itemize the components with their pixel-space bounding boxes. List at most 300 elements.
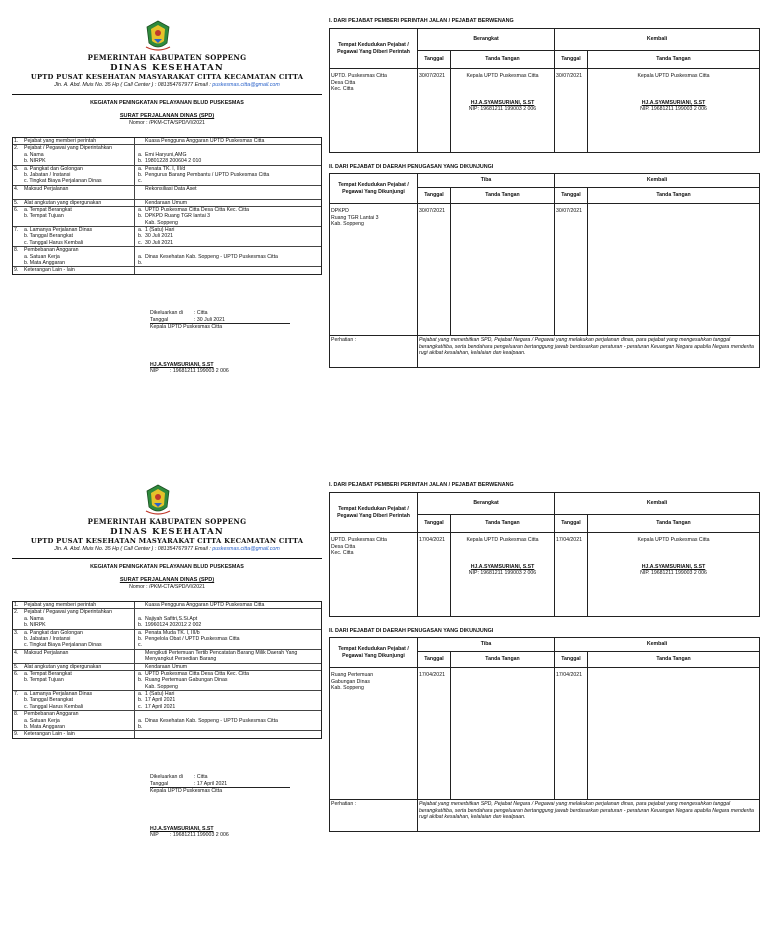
issued-at-label: Dikeluarkan di: [150, 774, 183, 780]
tempat-pemberi-cell: [330, 533, 418, 617]
row-letter-line: c.: [138, 703, 143, 710]
kembali-signature: [588, 69, 760, 153]
letterhead: [12, 54, 322, 88]
row-value: [143, 602, 321, 608]
row-label-line: a. Pangkat dan Golongan: [24, 629, 83, 636]
berangkat-date: 17/04/2021: [418, 533, 451, 617]
tempat-line: Desa Citta: [331, 543, 356, 550]
row-label-line: [24, 220, 134, 226]
col-tanda-tangan: Tanda Tangan: [588, 652, 760, 668]
tempat-line: Kab. Soppeng: [331, 221, 364, 227]
row-label: [21, 664, 135, 670]
signer-name: HJ.A.SYAMSURIANI, S.ST: [470, 99, 535, 106]
row-letter: [135, 166, 143, 185]
row-label-line: Alat angkutan yang dipergunakan: [24, 199, 102, 206]
row-letter-line: c.: [138, 239, 143, 246]
col-tanggal: Tanggal: [555, 652, 588, 668]
departure-table: [329, 28, 760, 153]
row-number: 2.: [14, 145, 19, 152]
row-label-line: b. Mata Anggaran: [24, 260, 65, 267]
row-label-line: Pejabat / Pegawai yang Diperintahkan: [24, 145, 112, 152]
row-letter: [135, 186, 143, 199]
row-value-line: 30 Juli 2021: [145, 233, 173, 240]
row-number: 4.: [14, 649, 19, 656]
row-letter: [135, 650, 143, 663]
col-tanggal: Tanggal: [555, 515, 588, 533]
issue-date-value: : 30 Juli 2021: [194, 316, 225, 323]
row-value-line: 1 (Satu) Hari: [145, 691, 175, 698]
row-letter-line: b.: [138, 677, 143, 684]
tempat-line: Ruang TGR Lantai 3: [331, 214, 379, 221]
row-letter-line: b.: [138, 724, 143, 731]
row-letter-line: b.: [138, 260, 143, 267]
row-label-line: Pembebanan Anggaran: [24, 247, 79, 254]
row-letter-line: a.: [138, 717, 143, 724]
row-label-line: a. Nama: [24, 615, 44, 622]
col-kembali: Kembali: [555, 29, 760, 51]
issuer-title: Kepala UPTD Puskesmas Citta: [150, 787, 290, 794]
col-tanda-tangan: Tanda Tangan: [451, 51, 555, 69]
signatory-nip-value: : 19681211 199003 2 006: [170, 368, 229, 375]
signatory: [150, 362, 320, 375]
issue-date-label: Tanggal: [150, 780, 169, 787]
row-label-line: [24, 684, 134, 690]
row-label-line: c. Tanggal Harus Kembali: [24, 239, 84, 246]
row-label: [21, 602, 135, 608]
spd-number: Nomor : /PKM-CTA/SPD/VI/2021: [129, 584, 205, 590]
table-row: [13, 185, 321, 199]
row-letter: [135, 711, 143, 730]
row-label: [21, 166, 135, 185]
row-label-line: b. Tempat Tujuan: [24, 213, 64, 220]
row-value-line: Menyangkut Persedian Barang: [145, 656, 217, 663]
row-letter-line: a.: [138, 253, 143, 260]
table-row: [13, 226, 321, 246]
row-value: [143, 145, 321, 164]
row-label-line: a. Lamanya Perjalanan Dinas: [24, 227, 93, 234]
row-value-line: Kab. Soppeng: [145, 219, 178, 226]
row-label-line: b. Tanggal Berangkat: [24, 233, 73, 240]
row-label-line: a. Tempat Berangkat: [24, 670, 72, 677]
email-link[interactable]: puskesmas.citta@gmail.com: [212, 81, 280, 88]
signer-name: HJ.A.SYAMSURIANI, S.ST: [641, 563, 706, 570]
letterhead-divider: [12, 94, 322, 95]
row-value-line: Penata TK. I, III/d: [145, 165, 186, 172]
row-value: [143, 711, 321, 730]
letterhead-address: [12, 546, 322, 553]
row-value: [143, 664, 321, 670]
tempat-line: Kab. Soppeng: [331, 685, 364, 691]
spd-title: SURAT PERJALANAN DINAS (SPD): [119, 577, 215, 583]
table-row: [13, 629, 321, 649]
row-letter: [135, 602, 143, 608]
soppeng-emblem-icon: [143, 19, 173, 53]
col-berangkat: Berangkat: [418, 493, 555, 515]
row-label-line: a. Lamanya Perjalanan Dinas: [24, 691, 93, 698]
row-value-line: Mengikuti Pertemuan Tertib Pencatatan Barang Milik Daerah Yang: [145, 649, 298, 656]
col-berangkat: Berangkat: [418, 29, 555, 51]
row-label: [21, 200, 135, 206]
spd-detail-table: [12, 137, 322, 275]
spd-number: Nomor : /PKM-CTA/SPD/VI/2021: [129, 120, 205, 126]
kembali-signature: [588, 204, 760, 336]
row-number: 9.: [14, 267, 19, 274]
tiba-date: 30/07/2021: [418, 204, 451, 336]
row-letter: [135, 664, 143, 670]
row-letter-line: b.: [138, 213, 143, 220]
row-label: [21, 247, 135, 266]
row-value-line: 17 April 2021: [145, 697, 176, 704]
row-letter: [135, 609, 143, 628]
row-value: [143, 650, 321, 663]
table-row: [13, 730, 321, 737]
tempat-line: Kec. Citta: [331, 550, 354, 556]
letterhead-line1: PEMERINTAH KABUPATEN SOPPENG: [87, 53, 247, 62]
row-letter-line: a.: [138, 615, 143, 622]
tempat-line: UPTD. Puskesmas Citta: [331, 537, 387, 543]
kegiatan-title: KEGIATAN PENINGKATAN PELAYANAN BLUD PUSKESMAS: [90, 564, 244, 570]
row-number: 1.: [14, 138, 19, 144]
row-letter: [135, 267, 143, 273]
row-label-line: [24, 192, 134, 198]
row-value-line: Pengelola Obat / UPTD Puskesmas Citta: [145, 635, 240, 642]
row-label: [21, 267, 135, 273]
row-value-line: UPTD Puskesmas Citta Desa Citta Kec. Citta: [145, 670, 250, 677]
row-letter: [135, 671, 143, 690]
signatory-name: HJ.A.SYAMSURIANI, S.ST: [150, 362, 214, 368]
row-letter: [135, 247, 143, 266]
row-value-line: Penata Muda TK. I, III/b: [145, 629, 200, 636]
col-tanda-tangan: Tanda Tangan: [451, 188, 555, 204]
row-label: [21, 630, 135, 649]
signatory-nip-label: NIP: [150, 368, 159, 375]
row-label-line: a. Nama: [24, 151, 44, 158]
row-value-line: Rekonsiliasi Data Aset: [145, 185, 197, 192]
row-label-line: b. Tanggal Berangkat: [24, 697, 73, 704]
perhatian-label: Perhatian :: [330, 800, 418, 832]
letterhead-line3: UPTD PUSAT KESEHATAN MASYARAKAT CITTA KECAMATAN CITTA: [30, 537, 304, 546]
signer-name: HJ.A.SYAMSURIANI, S.ST: [641, 99, 706, 106]
signer-nip: NIP: 19681211 199003 2 006: [468, 570, 537, 576]
perhatian-text: Pejabat yang menerbitkan SPD, Pejabat Negara / Pegawai yang melakukan perjalanan dinas, para pejabat yang mengesahkan tanggal berangkat/tiba, serta bendahara pengeluaran bertanggung jawab berdasarkan peraturan - peraturan Keuangan Negara apabila Negara menderita rugi akibat kesalahan, kelalaian dan kealpaan.: [418, 800, 760, 832]
table-row: [13, 165, 321, 185]
col-kembali: Kembali: [555, 638, 760, 652]
tempat-line: UPTD. Puskesmas Citta: [331, 73, 387, 79]
kembali-date: 17/04/2021: [555, 668, 588, 800]
row-label-line: Keterangan Lain - lain: [24, 267, 75, 274]
signer-nip: NIP. 19681211 199003 2 006: [640, 570, 707, 576]
row-number: 8.: [14, 247, 19, 254]
row-label-line: Pejabat / Pegawai yang Diperintahkan: [24, 609, 112, 616]
letterhead-line2: DINAS KESEHATAN: [110, 62, 224, 73]
row-value-line: Ruang Pertemuan Gabungan Dinas: [145, 677, 228, 684]
arrival-table: [329, 173, 760, 368]
row-letter-line: a.: [138, 227, 143, 234]
row-value-line: Kendaraan Umum: [145, 199, 188, 206]
col-tanda-tangan: Tanda Tangan: [588, 515, 760, 533]
col-kembali: Kembali: [555, 174, 760, 188]
row-letter-line: a.: [138, 151, 143, 158]
signer-nip: NIP. 19681211 199003 2 006: [640, 106, 707, 112]
signer-name: HJ.A.SYAMSURIANI, S.ST: [470, 563, 535, 570]
spd-document: [0, 14, 768, 414]
row-letter: [135, 138, 143, 144]
row-letter: [135, 691, 143, 710]
row-number: 3.: [14, 629, 19, 636]
row-number: 6.: [14, 206, 19, 213]
row-value-line: 1 (Satu) Hari: [145, 227, 175, 234]
col-tanggal: Tanggal: [418, 51, 451, 69]
row-letter: [135, 731, 143, 737]
row-label-line: b. Mata Anggaran: [24, 724, 65, 731]
row-value-line: [145, 192, 321, 198]
row-label-line: Pejabat yang memberi perintah: [24, 602, 97, 608]
address-text: Jln. A. Abd. Muis No. 35 Hp ( Call Center ) : 081354767977 Email :: [54, 81, 213, 88]
kembali-date: 17/04/2021: [555, 533, 588, 617]
signatory: [150, 826, 320, 839]
table-row: [13, 670, 321, 690]
tempat-line: Ruang Pertemuan: [331, 672, 374, 678]
letterhead-line1: PEMERINTAH KABUPATEN SOPPENG: [87, 517, 247, 526]
row-value-line: Emi Haryuni,AMG: [145, 151, 187, 158]
table-row: [13, 602, 321, 608]
kegiatan-title: KEGIATAN PENINGKATAN PELAYANAN BLUD PUSKESMAS: [90, 100, 244, 106]
signer-title: Kepala UPTD Puskesmas Citta: [466, 537, 539, 543]
row-letter-line: b.: [138, 171, 143, 178]
row-label-line: Pejabat yang memberi perintah: [24, 138, 97, 144]
signatory-nip-value: : 19681211 199003 2 006: [170, 832, 229, 839]
col-tempat-dikunjungi: Tempat Kedudukan Pejabat / Pegawai Yang Dikunjungi: [330, 638, 418, 668]
issue-date-label: Tanggal: [150, 316, 169, 323]
row-number: 4.: [14, 185, 19, 192]
table-row: [13, 138, 321, 144]
row-number: 2.: [14, 609, 19, 616]
tempat-dikunjungi-cell: [330, 204, 418, 336]
issued-at-value: : Citta: [194, 310, 208, 316]
table-row: [13, 608, 321, 628]
row-number: 7.: [14, 691, 19, 698]
issued-at-value: : Citta: [194, 774, 208, 780]
row-value: [143, 227, 321, 246]
row-value-line: Najiyah Safitri,S.Si.Apt: [145, 615, 198, 622]
section-1-title: I. DARI PEJABAT PEMBERI PERINTAH JALAN / PEJABAT BERWENANG: [329, 482, 514, 488]
letterhead-line2: DINAS KESEHATAN: [110, 526, 224, 537]
row-value: [143, 691, 321, 710]
tempat-dikunjungi-cell: [330, 668, 418, 800]
col-tanggal: Tanggal: [555, 51, 588, 69]
row-number: 6.: [14, 670, 19, 677]
section-2-title: II. DARI PEJABAT DI DAERAH PENUGASAN YANG DIKUNJUNGI: [329, 164, 494, 170]
row-label: [21, 145, 135, 164]
kembali-date: 30/07/2021: [555, 69, 588, 153]
row-value: [143, 166, 321, 185]
spd-title: SURAT PERJALANAN DINAS (SPD): [119, 113, 215, 119]
row-value-line: [145, 724, 321, 730]
row-value-line: Kendaraan Umum: [145, 663, 188, 670]
col-tanggal: Tanggal: [418, 652, 451, 668]
row-label-line: b. Jabatan / Instansi: [24, 635, 71, 642]
row-value-line: 19801228 200604 2 010: [145, 158, 202, 165]
row-value: [143, 247, 321, 266]
row-label-line: Pembebanan Anggaran: [24, 711, 79, 718]
row-label-line: a. Satuan Kerja: [24, 253, 60, 260]
row-label-line: a. Pangkat dan Golongan: [24, 165, 83, 172]
berangkat-date: 30/07/2021: [418, 69, 451, 153]
row-label: [21, 138, 135, 144]
table-row: [13, 649, 321, 663]
tempat-line: Desa Citta: [331, 79, 356, 86]
row-value: [143, 207, 321, 226]
row-letter-line: b.: [138, 233, 143, 240]
row-value: [143, 671, 321, 690]
table-row: [13, 266, 321, 273]
row-label: [21, 227, 135, 246]
row-value-line: Dinas Kesehatan Kab. Soppeng - UPTD Puskesmas Citta: [145, 253, 278, 260]
row-value-line: 30 Juli 2021: [145, 239, 173, 246]
row-letter-line: a.: [138, 206, 143, 213]
table-row: [13, 663, 321, 670]
row-value: [143, 267, 321, 273]
table-row: [13, 246, 321, 266]
row-label: [21, 650, 135, 663]
col-kembali: Kembali: [555, 493, 760, 515]
row-value-line: Kuasa Pengguna Anggaran UPTD Puskesmas Citta: [145, 138, 265, 144]
email-link[interactable]: puskesmas.citta@gmail.com: [212, 545, 280, 552]
row-number: 8.: [14, 711, 19, 718]
letterhead-line3: UPTD PUSAT KESEHATAN MASYARAKAT CITTA KECAMATAN CITTA: [30, 73, 304, 82]
row-value: [143, 200, 321, 206]
table-row: [13, 206, 321, 226]
row-value-line: [145, 178, 321, 184]
section-1-title: I. DARI PEJABAT PEMBERI PERINTAH JALAN / PEJABAT BERWENANG: [329, 18, 514, 24]
tiba-date: 17/04/2021: [418, 668, 451, 800]
kembali-signature: [588, 668, 760, 800]
row-label-line: b. Jabatan / Instansi: [24, 171, 71, 178]
signer-title: Kepala UPTD Puskesmas Citta: [637, 73, 710, 79]
row-value: [143, 731, 321, 737]
kembali-date: 30/07/2021: [555, 204, 588, 336]
row-letter-line: c.: [138, 178, 143, 185]
tempat-line: Kec. Citta: [331, 86, 354, 92]
signer-title: Kepala UPTD Puskesmas Citta: [466, 73, 539, 79]
row-label-line: b. Tempat Tujuan: [24, 677, 64, 684]
row-number: 7.: [14, 227, 19, 234]
section-2-title: II. DARI PEJABAT DI DAERAH PENUGASAN YANG DIKUNJUNGI: [329, 628, 494, 634]
row-value-line: [145, 642, 321, 648]
berangkat-signature: [451, 69, 555, 153]
tiba-signature: [451, 204, 555, 336]
row-letter-line: c.: [138, 642, 143, 649]
row-label: [21, 691, 135, 710]
row-label-line: Maksud Perjalanan: [24, 649, 69, 656]
row-number: 5.: [14, 663, 19, 670]
row-label-line: Maksud Perjalanan: [24, 185, 69, 192]
row-label: [21, 207, 135, 226]
letterhead-divider: [12, 558, 322, 559]
row-value-line: [145, 731, 321, 737]
table-row: [13, 199, 321, 206]
row-value-line: 19960124 202012 2 002: [145, 622, 202, 629]
row-label: [21, 609, 135, 628]
spd-document: [0, 478, 768, 878]
col-tempat-pemberi: Tempat Kedudukan Pejabat / Pegawai Yang Diberi Perintah: [330, 493, 418, 533]
table-row: [13, 710, 321, 730]
tempat-line: DPKPD: [331, 208, 349, 214]
row-letter-line: b.: [138, 697, 143, 704]
col-tanda-tangan: Tanda Tangan: [451, 515, 555, 533]
kembali-signature: [588, 533, 760, 617]
tiba-signature: [451, 668, 555, 800]
issue-date-value: : 17 April 2021: [194, 780, 228, 787]
row-label-line: c. Tingkat Biaya Perjalanan Dinas: [24, 178, 102, 185]
row-label: [21, 731, 135, 737]
row-value: [143, 138, 321, 144]
perhatian-label: Perhatian :: [330, 336, 418, 368]
spd-detail-table: [12, 601, 322, 739]
row-value: [143, 630, 321, 649]
col-tempat-dikunjungi: Tempat Kedudukan Pejabat / Pegawai Yang Dikunjungi: [330, 174, 418, 204]
signer-nip: NIP: 19681211 199003 2 006: [468, 106, 537, 112]
row-value-line: Dinas Kesehatan Kab. Soppeng - UPTD Puskesmas Citta: [145, 717, 278, 724]
berangkat-signature: [451, 533, 555, 617]
row-value-line: [145, 260, 321, 266]
signatory-nip-label: NIP: [150, 832, 159, 839]
row-letter: [135, 207, 143, 226]
issued-at-label: Dikeluarkan di: [150, 310, 183, 316]
row-letter: [135, 630, 143, 649]
arrival-table: [329, 637, 760, 832]
row-value: [143, 186, 321, 199]
tempat-pemberi-cell: [330, 69, 418, 153]
row-label-line: [24, 656, 134, 662]
row-value-line: Pengurus Barang Pembantu / UPTD Puskesmas Citta: [145, 171, 270, 178]
row-label-line: b. NIRPK: [24, 622, 46, 629]
issue-info: [150, 774, 320, 794]
row-letter: [135, 145, 143, 164]
row-letter-line: b.: [138, 158, 143, 165]
table-row: [13, 144, 321, 164]
row-number: 9.: [14, 731, 19, 738]
row-label-line: Keterangan Lain - lain: [24, 731, 75, 738]
row-letter-line: b.: [138, 635, 143, 642]
col-tiba: Tiba: [418, 638, 555, 652]
issuer-title: Kepala UPTD Puskesmas Citta: [150, 323, 290, 330]
col-tanda-tangan: Tanda Tangan: [451, 652, 555, 668]
row-letter: [135, 227, 143, 246]
row-letter-line: a.: [138, 165, 143, 172]
row-value-line: DPKPD Ruang TGR lantai 3: [145, 213, 211, 220]
col-tiba: Tiba: [418, 174, 555, 188]
row-label-line: a. Tempat Berangkat: [24, 206, 72, 213]
col-tanda-tangan: Tanda Tangan: [588, 51, 760, 69]
row-letter-line: a.: [138, 629, 143, 636]
signer-title: Kepala UPTD Puskesmas Citta: [637, 537, 710, 543]
row-label-line: c. Tanggal Harus Kembali: [24, 703, 84, 710]
signatory-name: HJ.A.SYAMSURIANI, S.ST: [150, 826, 214, 832]
row-value-line: Kuasa Pengguna Anggaran UPTD Puskesmas Citta: [145, 602, 265, 608]
col-tanggal: Tanggal: [418, 188, 451, 204]
letterhead-address: [12, 82, 322, 89]
row-letter-line: a.: [138, 691, 143, 698]
address-text: Jln. A. Abd. Muis No. 35 Hp ( Call Center ) : 081354767977 Email :: [54, 545, 213, 552]
row-letter-line: a.: [138, 670, 143, 677]
soppeng-emblem-icon: [143, 483, 173, 517]
tempat-line: Gabungan Dinas: [331, 678, 370, 685]
row-letter-line: b.: [138, 622, 143, 629]
departure-table: [329, 492, 760, 617]
row-label-line: c. Tingkat Biaya Perjalanan Dinas: [24, 642, 102, 649]
row-number: 1.: [14, 602, 19, 608]
